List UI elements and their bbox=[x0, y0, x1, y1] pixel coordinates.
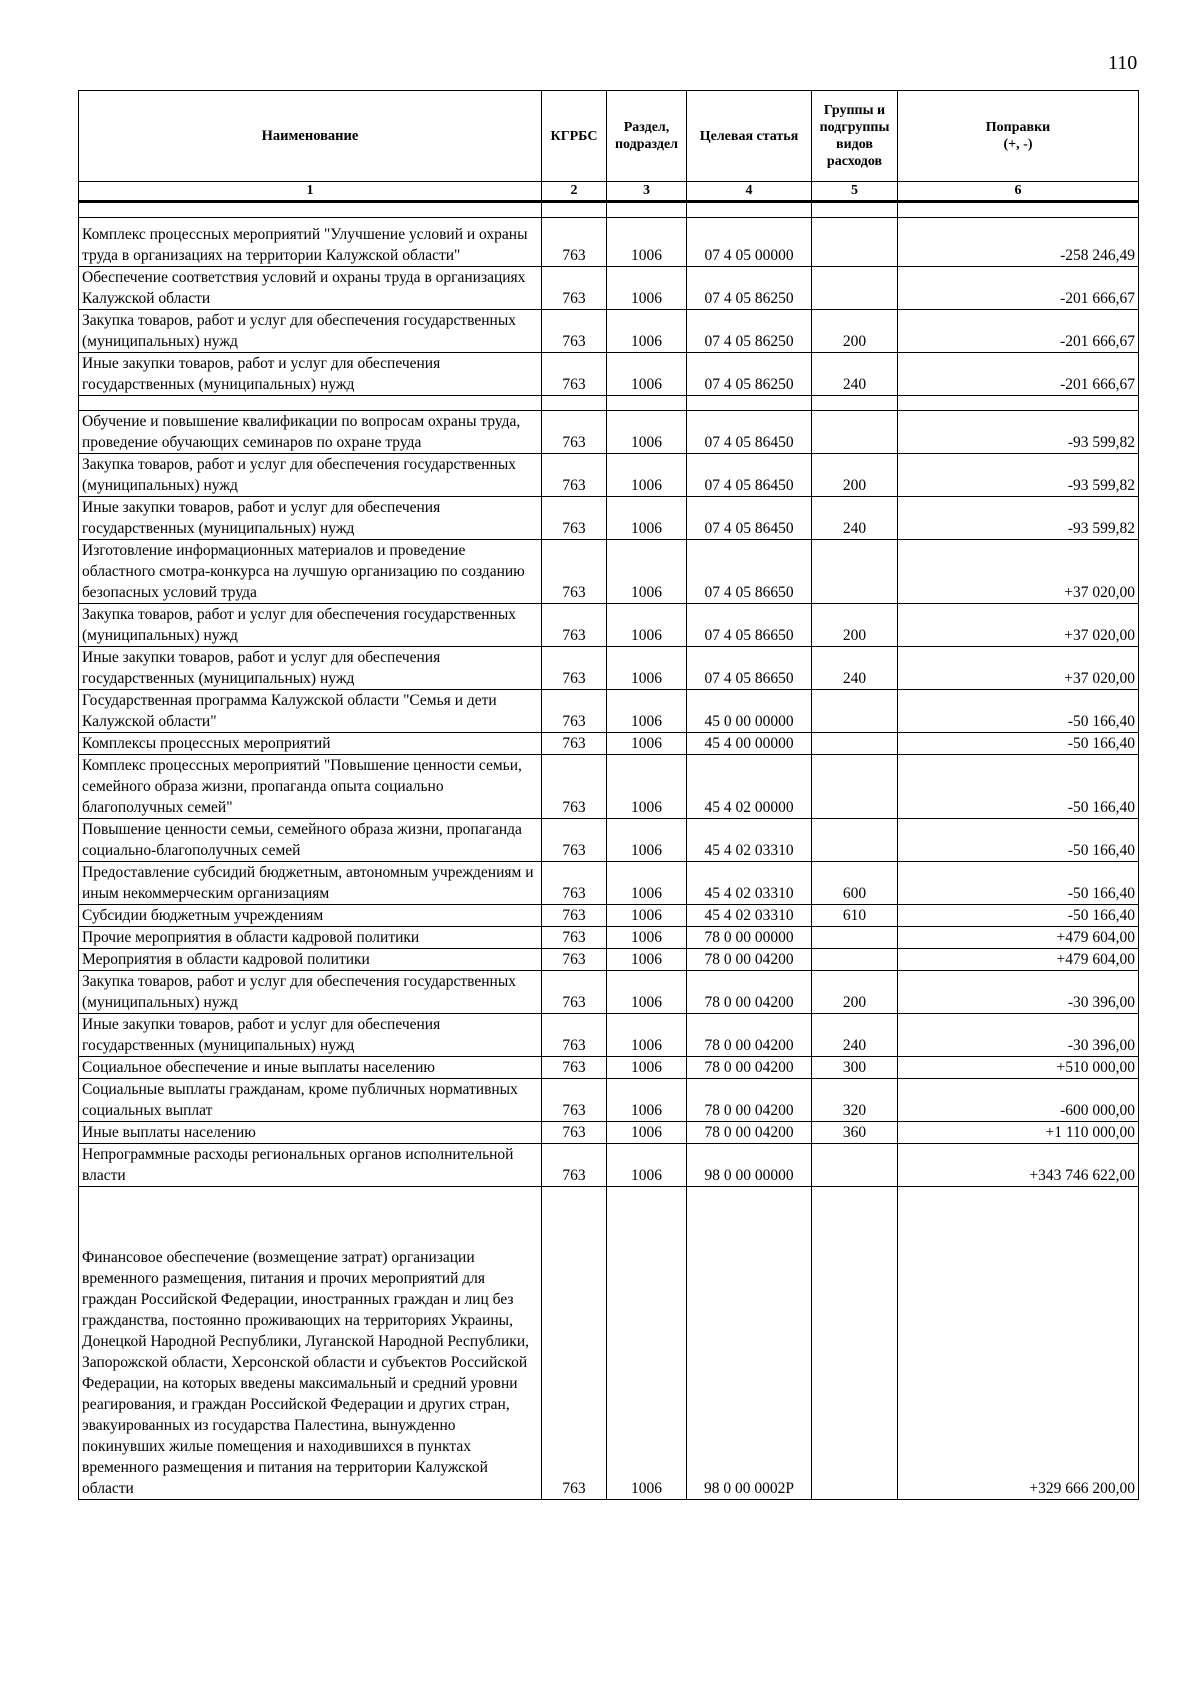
row-group-cell: 320 bbox=[812, 1079, 898, 1122]
row-group-cell bbox=[812, 411, 898, 454]
row-group-cell bbox=[812, 267, 898, 310]
row-target-cell: 07 4 05 86250 bbox=[687, 267, 812, 310]
table-row bbox=[79, 1144, 1139, 1187]
row-name-cell: Иные закупки товаров, работ и услуг для обеспечения государственных (муниципальных) нужд bbox=[79, 353, 542, 396]
column-number: 5 bbox=[812, 182, 898, 202]
spacer-cell bbox=[607, 202, 687, 218]
table-row bbox=[79, 1187, 1139, 1500]
row-amount-cell: -30 396,00 bbox=[898, 1014, 1139, 1057]
column-number: 3 bbox=[607, 182, 687, 202]
row-target-cell: 78 0 00 04200 bbox=[687, 971, 812, 1014]
row-name-cell: Иные закупки товаров, работ и услуг для обеспечения государственных (муниципальных) нужд bbox=[79, 497, 542, 540]
row-section-cell: 1006 bbox=[607, 1187, 687, 1500]
table-row bbox=[79, 905, 1139, 927]
row-name-cell: Иные закупки товаров, работ и услуг для обеспечения государственных (муниципальных) нужд bbox=[79, 1014, 542, 1057]
spacer-cell bbox=[898, 396, 1139, 411]
table-row bbox=[79, 540, 1139, 604]
row-target-cell: 07 4 05 86650 bbox=[687, 540, 812, 604]
row-amount-cell: +37 020,00 bbox=[898, 604, 1139, 647]
table-row bbox=[79, 690, 1139, 733]
row-section-cell: 1006 bbox=[607, 218, 687, 267]
row-group-cell bbox=[812, 1187, 898, 1500]
row-section-cell: 1006 bbox=[607, 353, 687, 396]
table-row bbox=[79, 353, 1139, 396]
row-section-cell: 1006 bbox=[607, 411, 687, 454]
row-section-cell: 1006 bbox=[607, 497, 687, 540]
row-name-cell: Субсидии бюджетным учреждениям bbox=[79, 905, 542, 927]
spacer-cell bbox=[542, 202, 607, 218]
row-amount-cell: +37 020,00 bbox=[898, 540, 1139, 604]
row-kgrbs-cell: 763 bbox=[542, 949, 607, 971]
spacer-cell bbox=[607, 396, 687, 411]
row-group-cell: 300 bbox=[812, 1057, 898, 1079]
row-target-cell: 78 0 00 00000 bbox=[687, 927, 812, 949]
table-row bbox=[79, 755, 1139, 819]
row-amount-cell: -50 166,40 bbox=[898, 690, 1139, 733]
row-group-cell bbox=[812, 733, 898, 755]
row-group-cell bbox=[812, 690, 898, 733]
row-kgrbs-cell: 763 bbox=[542, 497, 607, 540]
spacer-cell bbox=[898, 202, 1139, 218]
table-row bbox=[79, 604, 1139, 647]
row-kgrbs-cell: 763 bbox=[542, 1122, 607, 1144]
spacer-row bbox=[79, 396, 1139, 411]
row-section-cell: 1006 bbox=[607, 1014, 687, 1057]
row-target-cell: 98 0 00 0002Р bbox=[687, 1187, 812, 1500]
row-group-cell: 200 bbox=[812, 971, 898, 1014]
row-target-cell: 07 4 05 86250 bbox=[687, 353, 812, 396]
table-row bbox=[79, 647, 1139, 690]
row-name-cell: Предоставление субсидий бюджетным, автономным учреждениям и иным некоммерческим организациям bbox=[79, 862, 542, 905]
row-target-cell: 45 0 00 00000 bbox=[687, 690, 812, 733]
header-target: Целевая статья bbox=[687, 91, 812, 182]
row-kgrbs-cell: 763 bbox=[542, 310, 607, 353]
row-name-cell: Закупка товаров, работ и услуг для обеспечения государственных (муниципальных) нужд bbox=[79, 971, 542, 1014]
row-group-cell bbox=[812, 819, 898, 862]
row-group-cell: 240 bbox=[812, 497, 898, 540]
row-amount-cell: -50 166,40 bbox=[898, 862, 1139, 905]
row-amount-cell: -600 000,00 bbox=[898, 1079, 1139, 1122]
row-group-cell bbox=[812, 927, 898, 949]
row-name-cell: Социальные выплаты гражданам, кроме публичных нормативных социальных выплат bbox=[79, 1079, 542, 1122]
table-row bbox=[79, 267, 1139, 310]
row-target-cell: 07 4 05 00000 bbox=[687, 218, 812, 267]
table-row bbox=[79, 1079, 1139, 1122]
row-target-cell: 45 4 02 00000 bbox=[687, 755, 812, 819]
row-kgrbs-cell: 763 bbox=[542, 733, 607, 755]
row-name-cell: Иные закупки товаров, работ и услуг для обеспечения государственных (муниципальных) нужд bbox=[79, 647, 542, 690]
row-amount-cell: -93 599,82 bbox=[898, 497, 1139, 540]
row-kgrbs-cell: 763 bbox=[542, 647, 607, 690]
row-group-cell: 240 bbox=[812, 353, 898, 396]
row-name-cell: Закупка товаров, работ и услуг для обеспечения государственных (муниципальных) нужд bbox=[79, 604, 542, 647]
row-name-cell: Комплексы процессных мероприятий bbox=[79, 733, 542, 755]
budget-amendments-table bbox=[78, 90, 1139, 1500]
row-group-cell: 600 bbox=[812, 862, 898, 905]
row-section-cell: 1006 bbox=[607, 905, 687, 927]
row-name-cell: Закупка товаров, работ и услуг для обеспечения государственных (муниципальных) нужд bbox=[79, 454, 542, 497]
row-kgrbs-cell: 763 bbox=[542, 905, 607, 927]
row-section-cell: 1006 bbox=[607, 862, 687, 905]
table-row bbox=[79, 733, 1139, 755]
header-name: Наименование bbox=[79, 91, 542, 182]
spacer-cell bbox=[687, 396, 812, 411]
row-amount-cell: +479 604,00 bbox=[898, 927, 1139, 949]
row-name-cell: Финансовое обеспечение (возмещение затрат) организации временного размещения, питания и прочих мероприятий для граждан Российской Федерации, иностранных граждан и лиц без гражданства, постоянно проживающих на территориях Украины, Донецкой Народной Республики, Луганской Народной Республики, Запорожской области, Херсонской области и субъектов Российской Федерации, на которых введены максимальный и средний уровни реагирования, и граждан Российской Федерации и других стран, эвакуированных из государства Палестина, вынужденно покинувших жилые помещения и находившихся в пунктах временного размещения и питания на территории Калужской области bbox=[79, 1187, 542, 1500]
row-target-cell: 07 4 05 86650 bbox=[687, 604, 812, 647]
row-section-cell: 1006 bbox=[607, 755, 687, 819]
row-kgrbs-cell: 763 bbox=[542, 1057, 607, 1079]
row-name-cell: Прочие мероприятия в области кадровой политики bbox=[79, 927, 542, 949]
header-groups: Группы и подгруппы видов расходов bbox=[812, 91, 898, 182]
row-kgrbs-cell: 763 bbox=[542, 927, 607, 949]
row-target-cell: 78 0 00 04200 bbox=[687, 1079, 812, 1122]
row-section-cell: 1006 bbox=[607, 310, 687, 353]
spacer-cell bbox=[812, 202, 898, 218]
table-row bbox=[79, 927, 1139, 949]
row-group-cell bbox=[812, 1144, 898, 1187]
row-amount-cell: -50 166,40 bbox=[898, 733, 1139, 755]
row-amount-cell: -50 166,40 bbox=[898, 819, 1139, 862]
row-section-cell: 1006 bbox=[607, 1144, 687, 1187]
row-kgrbs-cell: 763 bbox=[542, 604, 607, 647]
spacer-cell bbox=[542, 396, 607, 411]
row-target-cell: 07 4 05 86450 bbox=[687, 454, 812, 497]
row-group-cell: 360 bbox=[812, 1122, 898, 1144]
row-section-cell: 1006 bbox=[607, 971, 687, 1014]
table-row bbox=[79, 862, 1139, 905]
row-amount-cell: +329 666 200,00 bbox=[898, 1187, 1139, 1500]
row-amount-cell: -93 599,82 bbox=[898, 454, 1139, 497]
row-target-cell: 45 4 02 03310 bbox=[687, 862, 812, 905]
table-row bbox=[79, 971, 1139, 1014]
row-amount-cell: +37 020,00 bbox=[898, 647, 1139, 690]
row-target-cell: 07 4 05 86250 bbox=[687, 310, 812, 353]
row-kgrbs-cell: 763 bbox=[542, 690, 607, 733]
row-target-cell: 45 4 02 03310 bbox=[687, 905, 812, 927]
row-amount-cell: +479 604,00 bbox=[898, 949, 1139, 971]
row-name-cell: Комплекс процессных мероприятий "Повышение ценности семьи, семейного образа жизни, пропаганда опыта социально благополучных семей" bbox=[79, 755, 542, 819]
row-group-cell bbox=[812, 218, 898, 267]
row-section-cell: 1006 bbox=[607, 604, 687, 647]
table-row bbox=[79, 1014, 1139, 1057]
row-amount-cell: -50 166,40 bbox=[898, 755, 1139, 819]
row-kgrbs-cell: 763 bbox=[542, 267, 607, 310]
table-body bbox=[79, 202, 1139, 1500]
row-section-cell: 1006 bbox=[607, 690, 687, 733]
row-kgrbs-cell: 763 bbox=[542, 1144, 607, 1187]
header-amendments bbox=[898, 91, 1139, 182]
header-kgrbs: КГРБС bbox=[542, 91, 607, 182]
row-section-cell: 1006 bbox=[607, 267, 687, 310]
row-target-cell: 07 4 05 86450 bbox=[687, 497, 812, 540]
spacer-cell bbox=[687, 202, 812, 218]
row-amount-cell: -30 396,00 bbox=[898, 971, 1139, 1014]
row-amount-cell: +510 000,00 bbox=[898, 1057, 1139, 1079]
row-target-cell: 98 0 00 00000 bbox=[687, 1144, 812, 1187]
row-target-cell: 78 0 00 04200 bbox=[687, 949, 812, 971]
row-target-cell: 45 4 00 00000 bbox=[687, 733, 812, 755]
header-amendments-label: Поправки bbox=[985, 120, 1051, 135]
row-name-cell: Обеспечение соответствия условий и охраны труда в организациях Калужской области bbox=[79, 267, 542, 310]
row-group-cell: 240 bbox=[812, 1014, 898, 1057]
table-row bbox=[79, 411, 1139, 454]
row-section-cell: 1006 bbox=[607, 1079, 687, 1122]
row-group-cell bbox=[812, 755, 898, 819]
column-number: 2 bbox=[542, 182, 607, 202]
row-amount-cell: +343 746 622,00 bbox=[898, 1144, 1139, 1187]
row-amount-cell: -201 666,67 bbox=[898, 310, 1139, 353]
row-target-cell: 78 0 00 04200 bbox=[687, 1122, 812, 1144]
row-section-cell: 1006 bbox=[607, 1122, 687, 1144]
row-target-cell: 07 4 05 86450 bbox=[687, 411, 812, 454]
column-number: 4 bbox=[687, 182, 812, 202]
row-name-cell: Мероприятия в области кадровой политики bbox=[79, 949, 542, 971]
column-number: 6 bbox=[898, 182, 1139, 202]
row-section-cell: 1006 bbox=[607, 1057, 687, 1079]
row-target-cell: 45 4 02 03310 bbox=[687, 819, 812, 862]
row-amount-cell: +1 110 000,00 bbox=[898, 1122, 1139, 1144]
row-kgrbs-cell: 763 bbox=[542, 218, 607, 267]
row-name-cell: Непрограммные расходы региональных органов исполнительной власти bbox=[79, 1144, 542, 1187]
column-number: 1 bbox=[79, 182, 542, 202]
row-section-cell: 1006 bbox=[607, 927, 687, 949]
row-amount-cell: -50 166,40 bbox=[898, 905, 1139, 927]
table-row bbox=[79, 454, 1139, 497]
row-name-cell: Социальное обеспечение и иные выплаты населению bbox=[79, 1057, 542, 1079]
table-row bbox=[79, 1057, 1139, 1079]
row-name-cell: Изготовление информационных материалов и проведение областного смотра-конкурса на лучшую организацию по созданию безопасных условий труда bbox=[79, 540, 542, 604]
row-kgrbs-cell: 763 bbox=[542, 454, 607, 497]
spacer-cell bbox=[79, 202, 542, 218]
row-section-cell: 1006 bbox=[607, 949, 687, 971]
row-kgrbs-cell: 763 bbox=[542, 1014, 607, 1057]
row-name-cell: Государственная программа Калужской области "Семья и дети Калужской области" bbox=[79, 690, 542, 733]
row-section-cell: 1006 bbox=[607, 819, 687, 862]
row-section-cell: 1006 bbox=[607, 647, 687, 690]
row-name-cell: Обучение и повышение квалификации по вопросам охраны труда, проведение обучающих семинаров по охране труда bbox=[79, 411, 542, 454]
row-group-cell: 200 bbox=[812, 310, 898, 353]
table-row bbox=[79, 949, 1139, 971]
header-section: Раздел, подраздел bbox=[607, 91, 687, 182]
row-group-cell: 200 bbox=[812, 454, 898, 497]
row-name-cell: Закупка товаров, работ и услуг для обеспечения государственных (муниципальных) нужд bbox=[79, 310, 542, 353]
row-group-cell: 610 bbox=[812, 905, 898, 927]
row-amount-cell: -93 599,82 bbox=[898, 411, 1139, 454]
row-section-cell: 1006 bbox=[607, 454, 687, 497]
table-row bbox=[79, 1122, 1139, 1144]
row-kgrbs-cell: 763 bbox=[542, 540, 607, 604]
row-section-cell: 1006 bbox=[607, 540, 687, 604]
row-kgrbs-cell: 763 bbox=[542, 755, 607, 819]
row-amount-cell: -201 666,67 bbox=[898, 353, 1139, 396]
table-row bbox=[79, 819, 1139, 862]
row-name-cell: Иные выплаты населению bbox=[79, 1122, 542, 1144]
row-target-cell: 78 0 00 04200 bbox=[687, 1014, 812, 1057]
page-number: 110 bbox=[1108, 52, 1138, 74]
row-name-cell: Повышение ценности семьи, семейного образа жизни, пропаганда социально-благополучных семей bbox=[79, 819, 542, 862]
row-group-cell: 240 bbox=[812, 647, 898, 690]
row-amount-cell: -201 666,67 bbox=[898, 267, 1139, 310]
spacer-cell bbox=[79, 396, 542, 411]
row-section-cell: 1006 bbox=[607, 733, 687, 755]
row-kgrbs-cell: 763 bbox=[542, 1187, 607, 1500]
row-kgrbs-cell: 763 bbox=[542, 411, 607, 454]
row-kgrbs-cell: 763 bbox=[542, 819, 607, 862]
row-kgrbs-cell: 763 bbox=[542, 1079, 607, 1122]
row-group-cell bbox=[812, 540, 898, 604]
table-row bbox=[79, 497, 1139, 540]
row-target-cell: 78 0 00 04200 bbox=[687, 1057, 812, 1079]
row-name-cell: Комплекс процессных мероприятий "Улучшение условий и охраны труда в организациях на территории Калужской области" bbox=[79, 218, 542, 267]
row-kgrbs-cell: 763 bbox=[542, 862, 607, 905]
header-amendments-sign: (+, -) bbox=[1003, 137, 1033, 152]
spacer-row bbox=[79, 202, 1139, 218]
row-kgrbs-cell: 763 bbox=[542, 353, 607, 396]
row-target-cell: 07 4 05 86650 bbox=[687, 647, 812, 690]
row-kgrbs-cell: 763 bbox=[542, 971, 607, 1014]
table-row bbox=[79, 218, 1139, 267]
table-row bbox=[79, 310, 1139, 353]
row-group-cell: 200 bbox=[812, 604, 898, 647]
row-amount-cell: -258 246,49 bbox=[898, 218, 1139, 267]
row-group-cell bbox=[812, 949, 898, 971]
spacer-cell bbox=[812, 396, 898, 411]
